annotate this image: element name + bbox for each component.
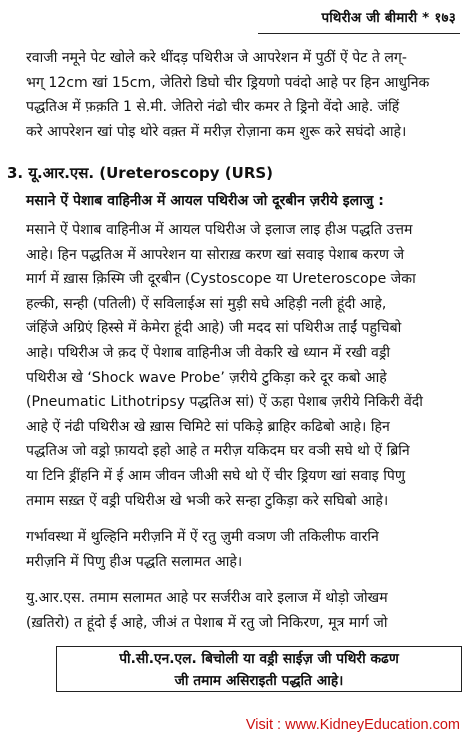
body-line: आहे। हिन पद्धतिअ में आपरेशन या सोराख़ करण खां सवाइ पेशाब करण जे [26, 246, 405, 263]
body-line: आहे ऐं नंढी पथिरीअ खे ख़ास चिमिटे सां पकिड़े ब्राहिर कढिबो आहे। हिन [26, 418, 390, 435]
body-line: पद्धतिअ जो वड्रो फ़ायदो इहो आहे त मरीज़ यकिदम घर वञी सघे थो ऐं ब्रिनि [26, 443, 410, 460]
section-heading: 3. यू.आर.एस. (Ureteroscopy (URS) [7, 164, 274, 182]
body-line: हल्की, सन्ही (पतिली) ऐं सविलाईअ सां मुड़ी सघे अहिड़ी नली हूंदी आहे, [26, 295, 387, 312]
body-line: तमाम सख़्त ऐं वड्री पथिरीअ खे भञी करे सन्हा टुकिड़ा करे सघिबो आहे। [26, 492, 389, 509]
pregnancy-line: मरीज़नि में पिणु हीअ पद्धति सलामत आहे। [26, 553, 243, 570]
pregnancy-line: गर्भावस्था में थुल्हिनि मरीज़नि में ऐं रतु ज़ुमी वञण जी तकिलीफ वारनि [26, 529, 379, 545]
body-line: (Pneumatic Lithotripsy पद्धतिअ सां) ऐं ऊहा पेशाब ज़रीये निकिरी वेंदी [26, 394, 423, 411]
body-line: आहे। पथिरीअ जे क़द ऐं पेशाब वाहिनीअ जी वेकरि खे ध्यान में रखी वड्री [26, 344, 391, 361]
section-subheading: मसाने ऐं पेशाब वाहिनीअ में आयल पथिरीअ जो दूरबीन ज़रीये इलाजु : [26, 193, 384, 209]
callout-line: जी तमाम असिराइती पद्धति आहे। [174, 673, 344, 689]
callout-box [56, 646, 462, 692]
risk-line: यु.आर.एस. तमाम सलामत आहे पर सर्जरीअ वारे इलाज में थोड़ो जोखम [26, 590, 388, 606]
body-line: जंहिंजे अग्रिएं हिस्से में केमेरा हूंदी आहे) जी मदद सां पथिरीअ ताईं पहुचिबो [26, 320, 402, 337]
body-line: पथिरीअ खे ‘Shock wave Probe’ ज़रीये टुकिड़ा करे दूर कबो आहे [26, 369, 387, 386]
risk-paragraph [26, 586, 460, 635]
footer-visit-link[interactable]: Visit : www.KidneyEducation.com [245, 717, 460, 733]
intro-paragraph [26, 46, 460, 144]
callout-line: पी.सी.एन.एल. बिचोली या वड्री साईज़ जी पथिरी कढण [119, 651, 399, 667]
intro-line: भग् 12cm खां 15cm, जेतिरो डिघो चीर ड्रियणो पवंदो आहे पर हिन आधुनिक [26, 74, 430, 91]
body-line: मार्ग में ख़ास क़िस्मि जी दूरबीन (Cystoscope या Ureteroscope जेका [26, 271, 416, 288]
pregnancy-paragraph [26, 525, 460, 574]
header-rule [258, 33, 460, 34]
intro-line: पद्धतिअ में फ़क़ति 1 से.मी. जेतिरो नंढो चीर कमर ते ड्रिनो वेंदो आहे. जंहिं [26, 99, 400, 116]
intro-line: रवाजी नमूने पेट खोले करे थींदड़ पथिरीअ जे आपरेशन में पुठीं ऐं पेट ते लग्- [26, 50, 407, 66]
body-paragraph [26, 218, 460, 513]
page-header: पथिरीअ जी बीमारी * १७३ [321, 10, 456, 26]
intro-line: करे आपरेशन खां पोइ थोरे वक़्त में मरीज़ रोज़ाना कम शुरू करे सघंदो आहे। [26, 123, 407, 140]
body-line: मसाने ऐं पेशाब वाहिनीअ में आयल पथिरीअ जे इलाज लाइ हीअ पद्धति उत्तम [26, 222, 413, 238]
body-line: या टिनि ड्रींहनि में ई आम जीवन जीअी सघे थो ऐं चीर ड्रियण खां सवाइ पिणु [26, 467, 406, 484]
risk-line: (ख़तिरो) त हूंदो ई आहे, जीअं त पेशाब में रतु जो निकिरण, मूत्र मार्ग जो [26, 614, 388, 631]
